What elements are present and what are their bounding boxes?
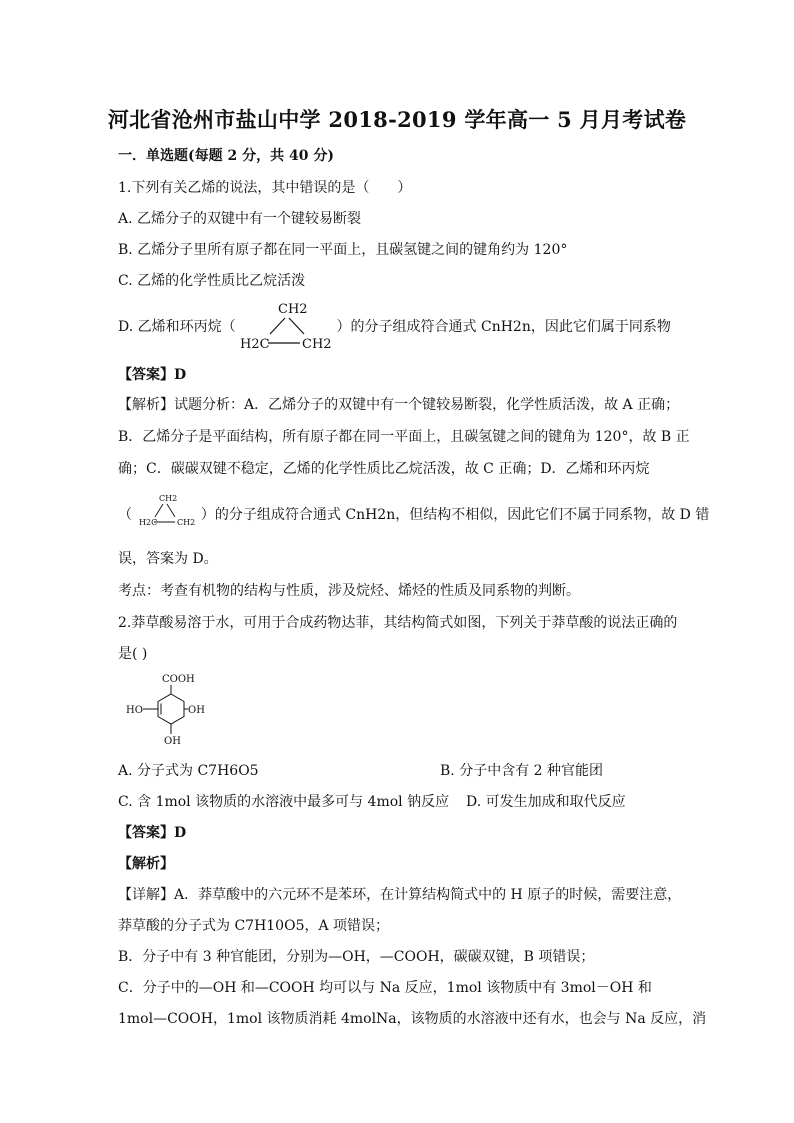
q1-stem: 1.下列有关乙烯的说法，其中错误的是（ ） bbox=[118, 180, 412, 196]
cyclopropane-small-ch2-top: CH2 bbox=[159, 494, 178, 503]
cyclopropane-small-structure bbox=[137, 492, 197, 528]
q1-answer: 【答案】D bbox=[118, 367, 187, 383]
q1-analysis-line-4-suffix: ）的分子组成符合通式 CnH2n，但结构不相似，因此它们不属于同系物，故 D 错 bbox=[200, 507, 710, 523]
shikimic-oh-right: OH bbox=[188, 705, 205, 716]
q1-option-a: A. 乙烯分子的双键中有一个键较易断裂 bbox=[118, 211, 362, 227]
q2-option-c-text: C. 含 1mol 该物质的水溶液中最多可与 4mol 钠反应 bbox=[118, 794, 450, 810]
shikimic-cooh-label: COOH bbox=[162, 674, 195, 685]
cyclopropane-small-ch2-right: CH2 bbox=[177, 518, 196, 527]
q2-stem-line-2: 是( ) bbox=[118, 646, 148, 662]
q1-analysis-line-4-prefix: （ bbox=[118, 507, 132, 523]
q2-detail-line-4: C．分子中的—OH 和—COOH 均可以与 Na 反应，1mol 该物质中有 3mol－OH 和 bbox=[118, 980, 652, 996]
q2-detail-line-3: B．分子中有 3 种官能团，分别为—OH，—COOH，碳碳双键，B 项错误； bbox=[118, 949, 595, 965]
q1-analysis-line-2: B．乙烯分子是平面结构，所有原子都在同一平面上，且碳氢键之间的键角为 120°，故 B 正 bbox=[118, 429, 690, 445]
q1-analysis-line-1: 【解析】试题分析：A．乙烯分子的双键中有一个键较易断裂，化学性质活泼，故 A 正确； bbox=[118, 397, 680, 413]
q1-analysis-line-3: 确；C．碳碳双键不稳定，乙烯的化学性质比乙烷活泼，故 C 正确；D．乙烯和环丙烷 bbox=[118, 461, 650, 477]
q2-detail-line-1: 【详解】A．莽草酸中的六元环不是苯环，在计算结构简式中的 H 原子的时候，需要注意， bbox=[118, 887, 682, 903]
q1-option-d bbox=[118, 316, 671, 336]
cyclopropane-ch2-right: CH2 bbox=[302, 337, 332, 352]
q2-option-b: B. 分子中含有 2 种官能团 bbox=[440, 763, 603, 779]
cyclopropane-structure bbox=[238, 298, 334, 354]
shikimic-oh-bottom: OH bbox=[164, 736, 181, 747]
q1-point: 考点：考查有机物的结构与性质，涉及烷烃、烯烃的性质及同系物的判断。 bbox=[118, 583, 580, 599]
q2-detail-line-2: 莽草酸的分子式为 C7H10O5，A 项错误； bbox=[118, 918, 390, 934]
q1-option-b: B. 乙烯分子里所有原子都在同一平面上，且碳氢键之间的键角约为 120° bbox=[118, 242, 568, 258]
cyclopropane-h2c-left: H2C bbox=[240, 337, 270, 352]
q2-detail-line-5: 1mol—COOH，1mol 该物质消耗 4molNa，该物质的水溶液中还有水，也会与 Na 反应，消 bbox=[118, 1011, 707, 1027]
q2-option-a: A. 分子式为 C7H6O5 bbox=[118, 763, 259, 779]
q1-option-d-prefix: D. 乙烯和环丙烷（ bbox=[118, 319, 236, 335]
q2-option-c bbox=[118, 791, 626, 811]
q1-analysis-line-5: 误，答案为 D。 bbox=[118, 551, 218, 567]
cyclopropane-ch2-top: CH2 bbox=[278, 302, 308, 317]
q2-stem-line-1: 2.莽草酸易溶于水，可用于合成药物达菲，其结构简式如图，下列关于莽草酸的说法正确的 bbox=[118, 615, 678, 631]
cyclopropane-small-h2c: H2C bbox=[139, 518, 158, 527]
q1-option-c: C. 乙烯的化学性质比乙烷活泼 bbox=[118, 273, 306, 289]
q2-option-d-text: D. 可发生加成和取代反应 bbox=[466, 794, 626, 810]
shikimic-acid-structure bbox=[124, 672, 214, 750]
q1-analysis-line-4 bbox=[118, 504, 709, 524]
section-heading: 一．单选题(每题 2 分，共 40 分) bbox=[118, 148, 334, 164]
q1-option-d-suffix: ）的分子组成符合通式 CnH2n，因此它们属于同系物 bbox=[336, 319, 671, 335]
q2-analysis-heading: 【解析】 bbox=[118, 856, 174, 872]
shikimic-ho-left: HO bbox=[126, 705, 143, 716]
page-title: 河北省沧州市盐山中学 2018-2019 学年高一 5 月月考试卷 bbox=[107, 107, 687, 132]
q2-answer: 【答案】D bbox=[118, 825, 187, 841]
